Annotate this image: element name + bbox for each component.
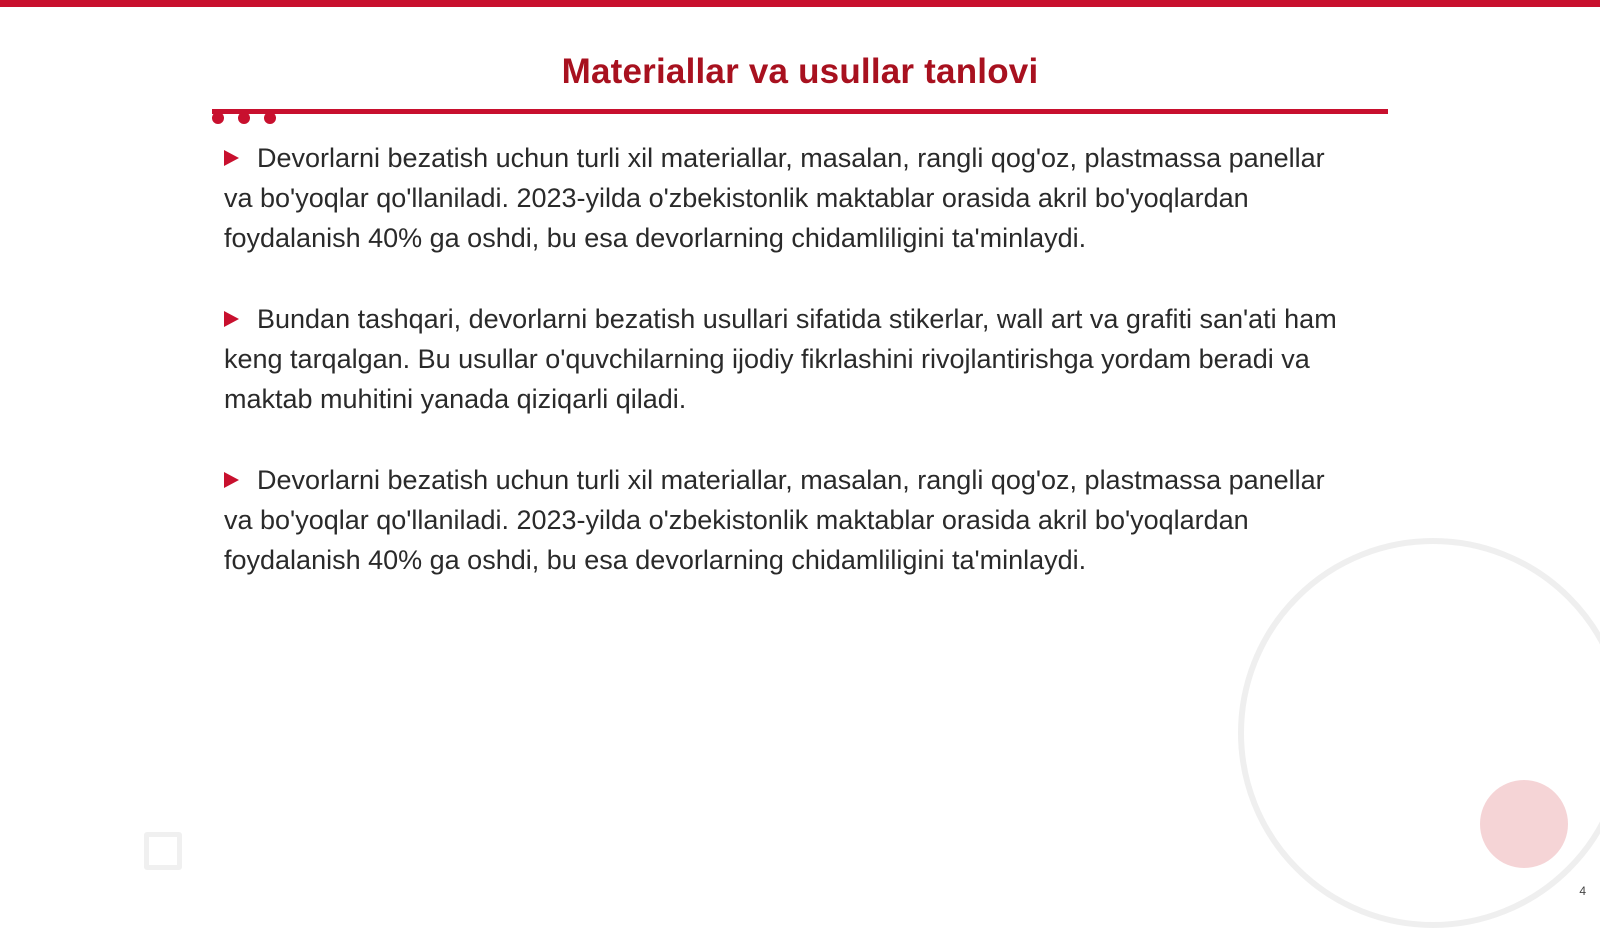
decorative-square (144, 832, 182, 870)
bullet-paragraph (224, 138, 1359, 258)
title-underline (212, 109, 1388, 114)
rule-dot-icon (238, 112, 250, 124)
rule-dot-icon (264, 112, 276, 124)
triangle-bullet-icon (224, 150, 239, 166)
triangle-bullet-icon (224, 311, 239, 327)
paragraph-text: Devorlarni bezatish uchun turli xil materiallar, masalan, rangli qog'oz, plastmassa panellar va bo'yoqlar qo'llaniladi. 2023-yilda o'zbekistonlik maktablar orasida akril bo'yoqlardan foydalanish 40% ga oshdi, bu esa devorlarning chidamliligini ta'minlaydi. (224, 143, 1325, 253)
paragraph-text: Devorlarni bezatish uchun turli xil materiallar, masalan, rangli qog'oz, plastmassa panellar va bo'yoqlar qo'llaniladi. 2023-yilda o'zbekistonlik maktablar orasida akril bo'yoqlardan foydalanish 40% ga oshdi, bu esa devorlarning chidamliligini ta'minlaydi. (224, 465, 1325, 575)
slide-title: Materiallar va usullar tanlovi (561, 52, 1039, 91)
bullet-list (224, 138, 1359, 621)
paragraph-text: Bundan tashqari, devorlarni bezatish usullari sifatida stikerlar, wall art va grafiti san'ati ham keng tarqalgan. Bu usullar o'quvchilarning ijodiy fikrlashini rivojlantirishga yordam beradi va maktab muhitini yanada qiziqarli qiladi. (224, 304, 1337, 414)
rule-dot-icon (212, 112, 224, 124)
bullet-paragraph (224, 299, 1359, 419)
page-number: 4 (1579, 884, 1586, 898)
decorative-ring (1238, 538, 1600, 928)
decorative-circle (1480, 780, 1568, 868)
top-accent-bar (0, 0, 1600, 7)
bullet-paragraph (224, 460, 1359, 580)
triangle-bullet-icon (224, 472, 239, 488)
